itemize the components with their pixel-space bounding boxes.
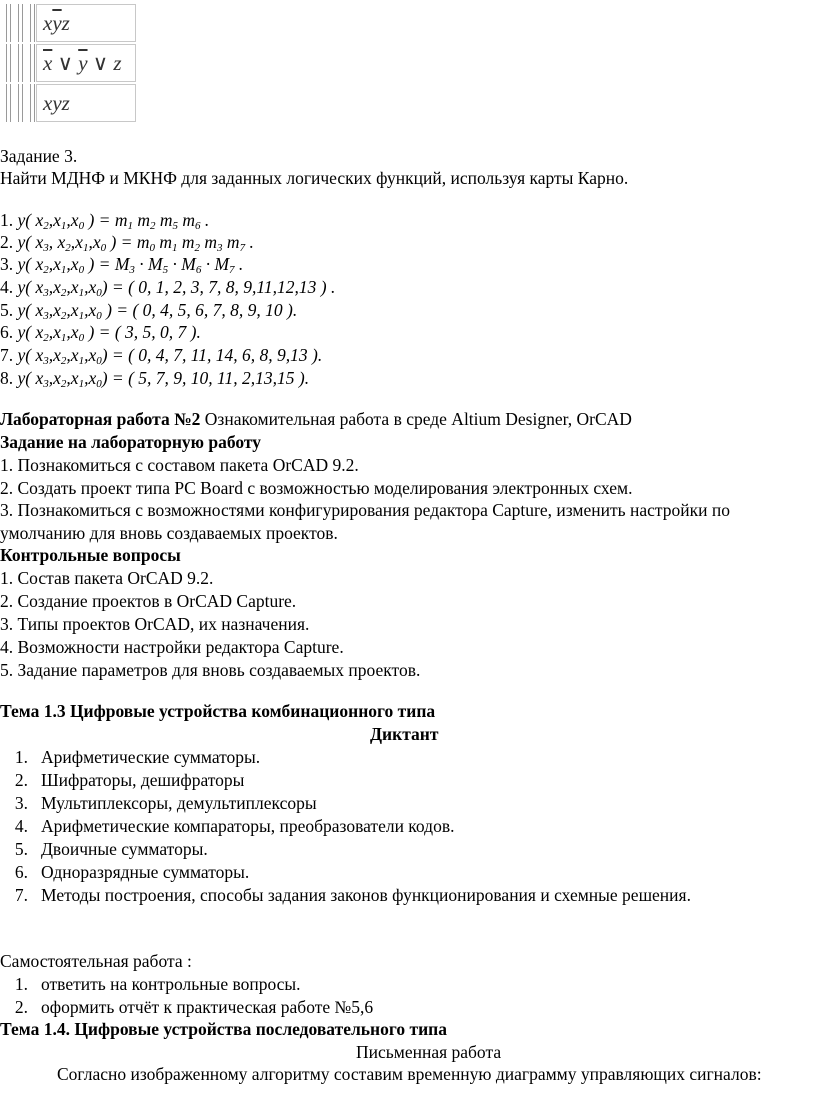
lab2-question: 3. Типы проектов OrCAD, их назначения. (0, 614, 310, 634)
task3-item: 5. y( $x_3,x_2,x_1,x_0$ ) = ( 0, 4, 5, 6, 7, 8, 9, 10 ). (0, 300, 298, 322)
topic14-subtitle: Письменная работа (356, 1042, 502, 1062)
task3-item: 3. y( $x_2,x_1,x_0$ ) = $M_3 \cdot M_5 \cdot M_6 \cdot M_7$ . (0, 254, 244, 276)
task3-intro: Найти МДНФ и МКНФ для заданных логических функций, используя карты Карно. (0, 168, 629, 188)
task3-item: 4. y( $x_3,x_2,x_1,x_0$) = ( 0, 1, 2, 3, 7, 8, 9,11,12,13 ) . (0, 277, 336, 299)
list-item-text: оформить отчёт к практическая работе №5,6 (41, 997, 374, 1017)
list-item-text: Одноразрядные сумматоры. (41, 862, 250, 882)
lab2-task: 2. Создать проект типа PC Board с возможностью моделирования электронных схем. (0, 478, 633, 498)
lab2-task-heading: Задание на лабораторную работу (0, 432, 262, 452)
topic13-title: Тема 1.3 Цифровые устройства комбинационного типа (0, 701, 436, 721)
logic-expression: $\overline{x}$ ∨ $\overline{y}$ ∨ z (43, 51, 122, 75)
logic-expression: xyz (43, 91, 70, 115)
list-item: 7. Методы построения, способы задания законов функционирования и схемные решения. (14, 885, 691, 905)
lab2-task: 3. Познакомиться с возможностями конфигурирования редактора Capture, изменить настройки по умолчанию для вновь создаваемых проектов. (0, 500, 730, 543)
table-row-rails (0, 44, 36, 82)
topic14-title: Тема 1.4. Цифровые устройства последовательного типа (0, 1019, 448, 1039)
task3-item: 7. y( $x_3,x_2,x_1,x_0$) = ( 0, 4, 7, 11, 14, 6, 8, 9,13 ). (0, 345, 323, 367)
lab2-task: 1. Познакомиться с составом пакета OrCAD 9.2. (0, 455, 359, 475)
list-item: 6. Одноразрядные сумматоры. (14, 862, 250, 882)
selfwork-title: Самостоятельная работа : (0, 951, 192, 971)
lab2-title (0, 409, 632, 430)
list-item: 1. Арифметические сумматоры. (14, 747, 261, 767)
lab2-question: 2. Создание проектов в OrCAD Capture. (0, 591, 297, 611)
lab2-question: 5. Задание параметров для вновь создаваемых проектов. (0, 660, 421, 680)
list-item-text: Арифметические компараторы, преобразователи кодов. (41, 816, 455, 836)
list-item: 2. Шифраторы, дешифраторы (14, 770, 245, 790)
task3-item: 1. y( $x_2,x_1,x_0$ ) = $m_1$ $m_2$ $m_5$ $m_6$ . (0, 210, 210, 232)
table-row (36, 4, 136, 42)
logic-expression: $x\overline{y}z$ (43, 11, 70, 35)
lab2-title-bold: Лабораторная работа №2 (0, 409, 201, 429)
task3-item: 8. y( $x_3,x_2,x_1,x_0$) = ( 5, 7, 9, 10, 11, 2,13,15 ). (0, 368, 310, 390)
lab2-questions-heading: Контрольные вопросы (0, 545, 181, 565)
topic14-paragraph: Согласно изображенному алгоритму составим временную диаграмму управляющих сигналов: (57, 1064, 762, 1084)
table-row-rails (0, 4, 36, 42)
task3-item: 2. y( $x_3$, $x_2,x_1,x_0$ ) = $m_0$ $m_1$ $m_2$ $m_3$ $m_7$ . (0, 232, 254, 254)
lab2-title-rest: Ознакомительная работа в среде Altium Designer, OrCAD (200, 409, 632, 429)
table-row (36, 44, 136, 82)
logic-expression-table (0, 0, 136, 120)
list-item: 3. Мультиплексоры, демультиплексоры (14, 793, 317, 813)
table-row-rails (0, 84, 36, 122)
list-item-text: ответить на контрольные вопросы. (41, 974, 301, 994)
list-item: 2. оформить отчёт к практическая работе №5,6 (14, 997, 374, 1017)
table-row (36, 84, 136, 122)
list-item-text: Мультиплексоры, демультиплексоры (41, 793, 317, 813)
list-item-text: Методы построения, способы задания законов функционирования и схемные решения. (41, 885, 691, 905)
list-item: 1. ответить на контрольные вопросы. (14, 974, 301, 994)
lab2-question: 1. Состав пакета OrCAD 9.2. (0, 568, 214, 588)
list-item-text: Арифметические сумматоры. (41, 747, 261, 767)
task3-item: 6. y( $x_2,x_1,x_0$ ) = ( 3, 5, 0, 7 ). (0, 322, 201, 344)
list-item: 5. Двоичные сумматоры. (14, 839, 208, 859)
list-item-text: Шифраторы, дешифраторы (41, 770, 245, 790)
list-item-text: Двоичные сумматоры. (41, 839, 208, 859)
list-item: 4. Арифметические компараторы, преобразователи кодов. (14, 816, 455, 836)
task3-title: Задание 3. (0, 146, 78, 166)
lab2-question: 4. Возможности настройки редактора Capture. (0, 637, 344, 657)
topic13-subtitle: Диктант (370, 724, 439, 744)
